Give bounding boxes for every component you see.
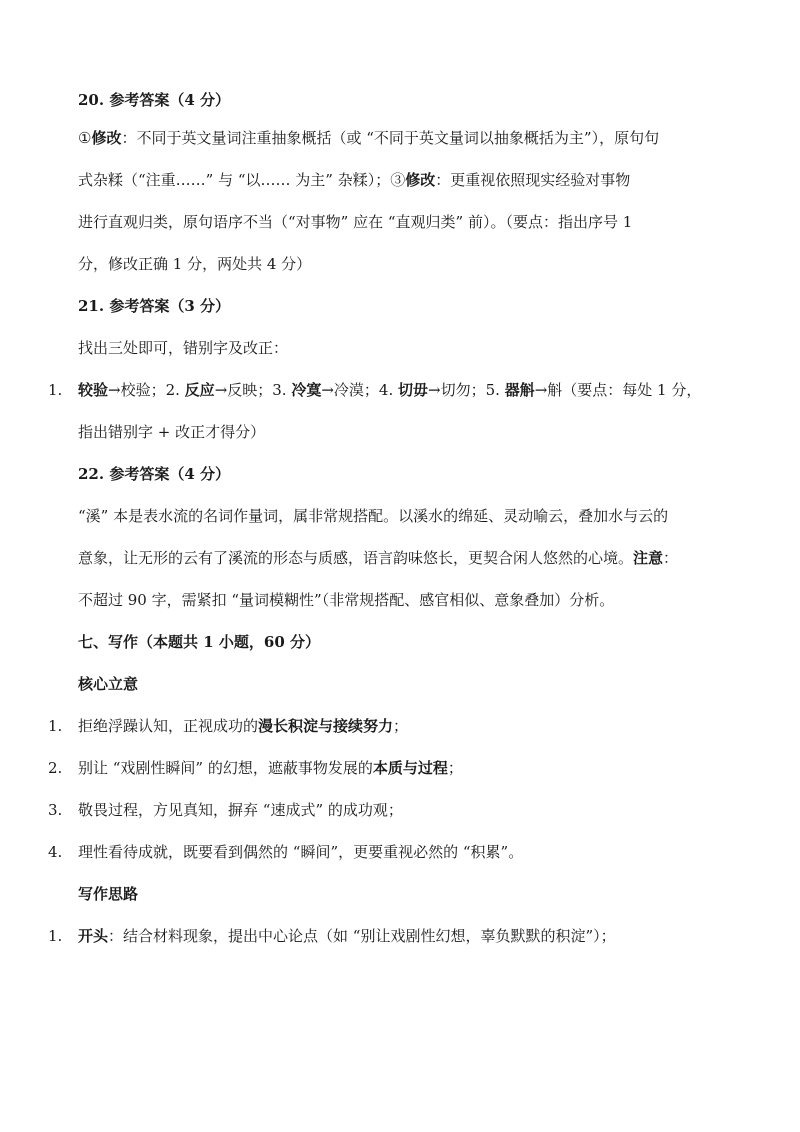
wrong-word-3: 冷寞 <box>291 381 322 399</box>
fix-1: →校验；2. <box>108 381 185 399</box>
q22-title: 22. 参考答案（4 分） <box>78 465 230 483</box>
q20-line-4: 分，修改正确 1 分，两处共 4 分） <box>78 255 312 273</box>
q20-line-1-text: ：不同于英文量词注重抽象概括（或 “不同于英文量词以抽象概括为主”），原句句 <box>121 129 660 147</box>
core-item-emphasis: 本质与过程 <box>372 759 448 777</box>
core-item-number: 4. <box>48 843 63 861</box>
core-item <box>78 842 523 862</box>
fix-3: →冷漠；4. <box>321 381 399 399</box>
q22-line-2 <box>78 548 678 568</box>
q20-line-3: 进行直观归类，原句语序不当（“对事物” 应在 “直观归类” 前）。（要点：指出序号 1 <box>78 213 633 231</box>
core-item-number: 2. <box>48 759 63 777</box>
wrong-word-5: 器斛 <box>504 381 535 399</box>
core-item <box>78 800 403 820</box>
fix-4: →切勿；5. <box>428 381 505 399</box>
writing-idea-heading: 写作思路 <box>78 885 139 903</box>
q21-corrections <box>78 380 701 400</box>
core-item-number: 3. <box>48 801 63 819</box>
core-idea-heading: 核心立意 <box>78 675 139 693</box>
idea-item <box>78 926 616 946</box>
q21-list-number: 1. <box>48 381 63 399</box>
q22-line-2-b: ： <box>663 549 679 567</box>
core-item-end: ； <box>393 717 409 735</box>
circled-one: ① <box>78 129 92 147</box>
q21-title: 21. 参考答案（3 分） <box>78 297 230 315</box>
wrong-word-1: 较验 <box>78 381 109 399</box>
q20-line-2-b: ：更重视依照现实经验对事物 <box>435 171 631 189</box>
core-item-text: 理性看待成就，既要看到偶然的 “瞬间”，更要重视必然的 “积累”。 <box>78 843 524 861</box>
q20-line-2-a: 式杂糅（“注重……” 与 “以…… 为主” 杂糅）；③ <box>78 171 406 189</box>
q20-line-1 <box>78 128 659 148</box>
core-item-text: 别让 “戏剧性瞬间” 的幻想，遮蔽事物发展的 <box>78 759 373 777</box>
q21-line-2: 指出错别字 + 改正才得分） <box>78 423 266 441</box>
core-item-number: 1. <box>48 717 63 735</box>
q22-line-3: 不超过 90 字，需紧扣 “量词模糊性”（非常规搭配、感官相似、意象叠加）分析。 <box>78 591 615 609</box>
q22-line-1: “溪” 本是表水流的名词作量词，属非常规搭配。以溪水的绵延、灵动喻云，叠加水与云的 <box>78 507 669 525</box>
q20-title: 20. 参考答案（4 分） <box>78 91 230 109</box>
core-item-end: ； <box>447 759 463 777</box>
core-item-text: 敬畏过程，方见真知，摒弃 “速成式” 的成功观； <box>78 801 403 819</box>
core-item-text: 拒绝浮躁认知，正视成功的 <box>78 717 259 735</box>
q20-line-2 <box>78 170 630 190</box>
q20-edit-label-2: 修改 <box>405 171 436 189</box>
q20-edit-label-1: 修改 <box>91 129 122 147</box>
idea-item-text: ：结合材料现象，提出中心论点（如 “别让戏剧性幻想，辜负默默的积淀”）； <box>108 927 616 945</box>
wrong-word-4: 切毋 <box>398 381 429 399</box>
q21-intro: 找出三处即可，错别字及改正： <box>78 339 289 357</box>
fix-5: →斛（要点：每处 1 分， <box>534 381 702 399</box>
q22-note-label: 注意 <box>633 549 664 567</box>
wrong-word-2: 反应 <box>184 381 215 399</box>
core-item <box>78 758 463 778</box>
fix-2: →反映；3. <box>214 381 292 399</box>
section-7-title: 七、写作（本题共 1 小题，60 分） <box>78 633 320 651</box>
idea-item-number: 1. <box>48 927 63 945</box>
core-item <box>78 716 408 736</box>
core-item-emphasis: 漫长积淀与接续努力 <box>258 717 394 735</box>
idea-item-label: 开头 <box>78 927 109 945</box>
q22-line-2-a: 意象，让无形的云有了溪流的形态与质感，语言韵味悠长，更契合闲人悠然的心境。 <box>78 549 634 567</box>
